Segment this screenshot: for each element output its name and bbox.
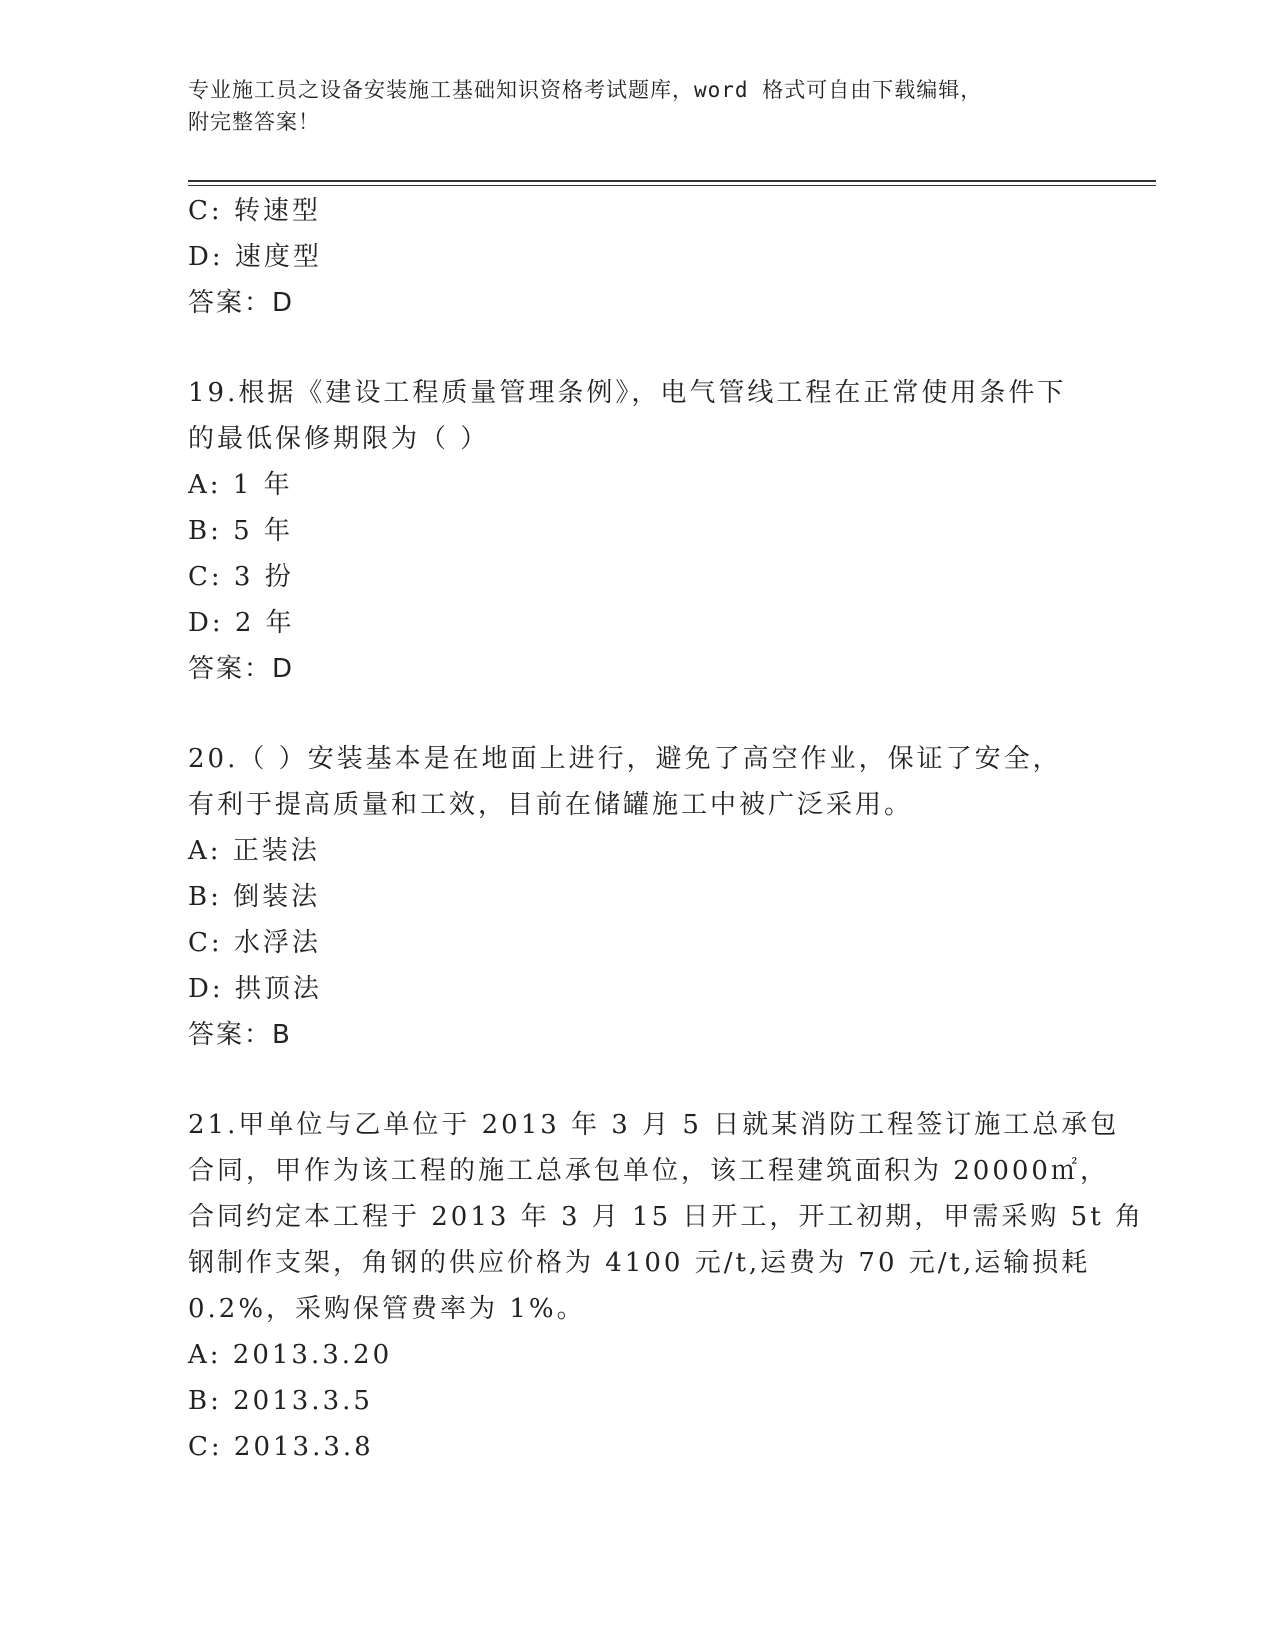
option-b: B: 5 年 bbox=[188, 516, 293, 546]
option-a: A: 2013.3.20 bbox=[188, 1340, 393, 1370]
spacer bbox=[188, 692, 1088, 736]
option-c: C: 转速型 bbox=[188, 196, 321, 226]
answer-line: 答案：D bbox=[188, 288, 295, 318]
question-19 bbox=[188, 370, 1088, 692]
header-line-1: 专业施工员之设备安装施工基础知识资格考试题库，word 格式可自由下载编辑， bbox=[188, 78, 983, 102]
question-stem-line: 21.甲单位与乙单位于 2013 年 3 月 5 日就某消防工程签订施工总承包 bbox=[188, 1110, 1120, 1140]
question-stem-line: 合同，甲作为该工程的施工总承包单位，该工程建筑面积为 20000㎡， bbox=[188, 1156, 1109, 1186]
document-header bbox=[188, 74, 1108, 138]
option-b: B: 倒装法 bbox=[188, 882, 321, 912]
question-stem-line: 20.（ ）安装基本是在地面上进行，避免了高空作业，保证了安全， bbox=[188, 744, 1062, 774]
option-d: D: 速度型 bbox=[188, 242, 322, 272]
option-a: A: 1 年 bbox=[188, 470, 293, 500]
option-b: B: 2013.3.5 bbox=[188, 1386, 373, 1416]
option-c: C: 3 扮 bbox=[188, 562, 294, 592]
header-divider-thick bbox=[188, 180, 1156, 182]
question-stem-line: 19.根据《建设工程质量管理条例》，电气管线工程在正常使用条件下 bbox=[188, 378, 1067, 408]
question-20 bbox=[188, 736, 1088, 1058]
option-c: C: 2013.3.8 bbox=[188, 1432, 374, 1462]
question-stem-line: 的最低保修期限为（ ） bbox=[188, 424, 490, 454]
spacer bbox=[188, 326, 1088, 370]
question-content bbox=[188, 188, 1144, 1470]
header-divider-thin bbox=[188, 185, 1156, 186]
previous-question-tail bbox=[188, 188, 1088, 326]
option-a: A: 正装法 bbox=[188, 836, 320, 866]
question-stem-line: 有利于提高质量和工效，目前在储罐施工中被广泛采用。 bbox=[188, 790, 914, 820]
answer-line: 答案：B bbox=[188, 1020, 292, 1050]
question-stem-line: 0.2%，采购保管费率为 1%。 bbox=[188, 1294, 586, 1324]
spacer bbox=[188, 1058, 1088, 1102]
answer-line: 答案：D bbox=[188, 654, 295, 684]
header-line-2: 附完整答案！ bbox=[188, 110, 320, 134]
question-stem-line: 钢制作支架，角钢的供应价格为 4100 元/t,运费为 70 元/t,运输损耗 bbox=[188, 1248, 1091, 1278]
option-d: D: 2 年 bbox=[188, 608, 295, 638]
option-d: D: 拱顶法 bbox=[188, 974, 322, 1004]
question-stem-line: 合同约定本工程于 2013 年 3 月 15 日开工，开工初期，甲需采购 5t 角 bbox=[188, 1202, 1144, 1232]
option-c: C: 水浮法 bbox=[188, 928, 321, 958]
question-21 bbox=[188, 1102, 1144, 1470]
